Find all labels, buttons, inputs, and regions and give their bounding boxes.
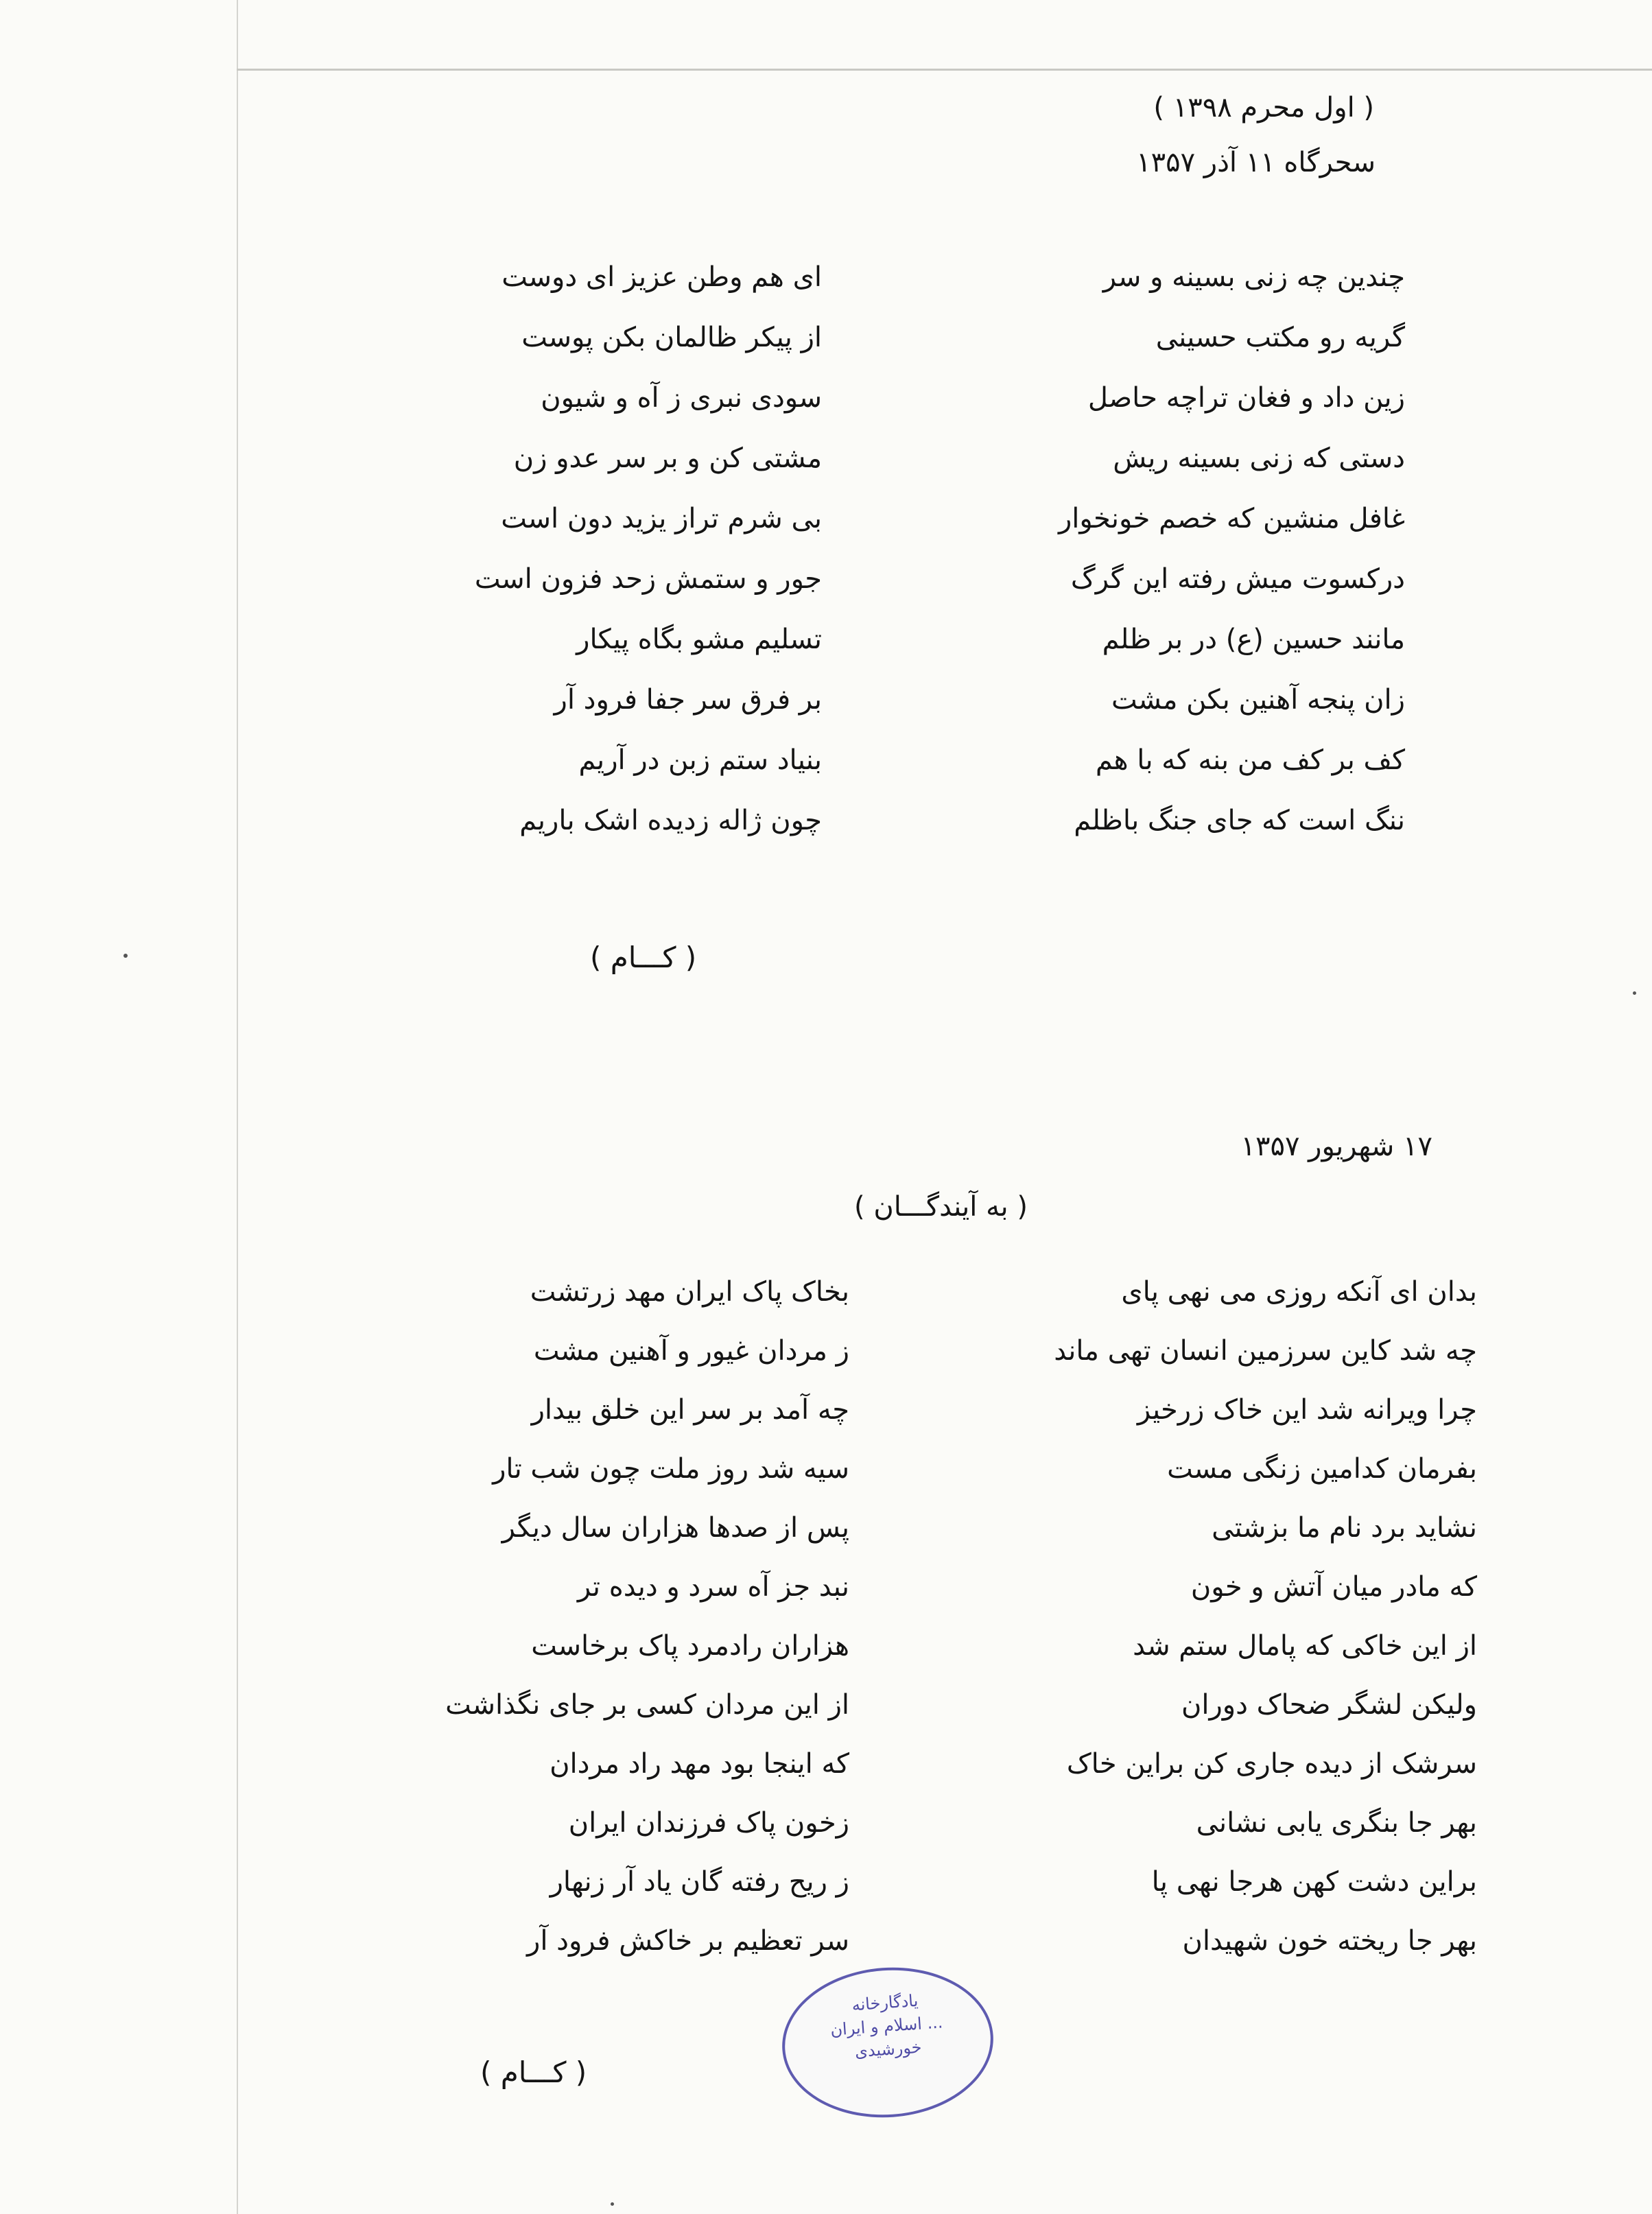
verse-line: زخون پاک فرزندان ایران [568,1807,849,1839]
poem2-left-column [218,1262,849,1970]
verse-line: چرا ویرانه شد این خاک زرخیز [1137,1394,1477,1426]
verse-line: سیه شد روز ملت چون شب تار [493,1453,849,1485]
poem1-left-column [300,247,822,851]
verse-line: بر فرق سر جفا فرود آر [554,684,822,716]
stamp-line-2: ... اسلام و ایران [829,2012,944,2040]
scan-speck [1633,991,1636,995]
verse-line: درکسوت میش رفته این گرگ [1070,563,1405,595]
verse-line: پس از صدها هزاران سال دیگر [502,1512,849,1544]
verse-line: بخاک پاک ایران مهد زرتشت [530,1276,849,1308]
verse-line: از این خاکی که پامال ستم شد [1133,1630,1477,1662]
verse-line: بدان ای آنکه روزی می نهی پای [1121,1276,1477,1308]
verse-line: سر تعظیم بر خاکش فرود آر [527,1925,849,1957]
verse-line: چه شد کاین سرزمین انسان تهی ماند [1054,1335,1477,1367]
library-stamp [777,1961,998,2125]
verse-line: سودی نبری ز آه و شیون [541,382,822,414]
verse-line: ای هم وطن عزیز ای دوست [502,261,822,293]
verse-line: که اینجا بود مهد راد مردان [550,1748,849,1780]
stamp-line-3: خورشیدی [854,2037,923,2062]
verse-line: ولیکن لشگر ضحاک دوران [1181,1689,1477,1721]
verse-line: بفرمان کدامین زنگی مست [1167,1453,1477,1485]
verse-line: چه آمد بر سر این خلق بیدار [531,1394,849,1426]
poem2-date: ۱۷ شهریور ۱۳۵۷ [1240,1131,1432,1162]
verse-line: زین داد و فغان تراچه حاصل [1087,382,1405,414]
verse-line: زان پنجه آهنین بکن مشت [1111,684,1405,716]
poem2-signature: ( کـــام ) [480,2056,587,2089]
poem2-title: ( به آیندگـــان ) [854,1191,1028,1223]
verse-line: ز مردان غیور و آهنین مشت [533,1335,849,1367]
verse-line: گریه رو مکتب حسینی [1155,322,1405,353]
poem1-signature: ( کـــام ) [590,941,697,974]
scan-speck [611,2202,614,2206]
verse-line: چندین چه زنی بسینه و سر [1102,261,1405,293]
verse-line: سرشک از دیده جاری کن براین خاک [1066,1748,1477,1780]
verse-line: نبد جز آه سرد و دیده تر [577,1571,849,1603]
verse-line: مشتی کن و بر سر عدو زن [513,443,822,474]
verse-line: بهر جا ریخته خون شهیدان [1182,1925,1477,1957]
verse-line: چون ژاله زدیده اشک باریم [519,805,822,836]
verse-line: ننگ است که جای جنگ باظلم [1074,805,1405,836]
verse-line: از این مردان کسی بر جای نگذاشت [445,1689,849,1721]
verse-line: ز ریح رفته گان یاد آر زنهار [550,1866,849,1898]
verse-line: غافل منشین که خصم خونخوار [1058,503,1405,534]
scan-speck [123,954,128,958]
verse-line: نشاید برد نام ما بزشتی [1212,1512,1477,1544]
poem2-right-column [846,1262,1477,1970]
verse-line: بنیاد ستم زبن در آریم [578,744,822,776]
verse-line: مانند حسین (ع) در بر ظلم [1102,624,1405,655]
verse-line: از پیکر ظالمان بکن پوست [521,322,822,353]
verse-line: کف بر کف من بنه که با هم [1095,744,1405,776]
poem1-date: ( اول محرم ۱۳۹۸ ) [1153,92,1374,123]
verse-line: براین دشت کهن هرجا نهی پا [1151,1866,1477,1898]
verse-line: هزاران رادمرد پاک برخاست [531,1630,849,1662]
verse-line: دستی که زنی بسینه ریش [1113,443,1405,474]
verse-line: تسلیم مشو بگاه پیکار [576,624,822,655]
verse-line: جور و ستمش زحد فزون است [474,563,822,595]
page-top-edge [237,69,1652,71]
verse-line: بی شرم تراز یزید دون است [501,503,822,534]
poem1-time: سحرگاه ۱۱ آذر ۱۳۵۷ [1136,147,1376,178]
verse-line: بهر جا بنگری یابی نشانی [1196,1807,1477,1839]
stamp-line-1: یادگارخانه [851,1990,919,2015]
verse-line: که مادر میان آتش و خون [1190,1571,1477,1603]
poem1-right-column [884,247,1405,851]
